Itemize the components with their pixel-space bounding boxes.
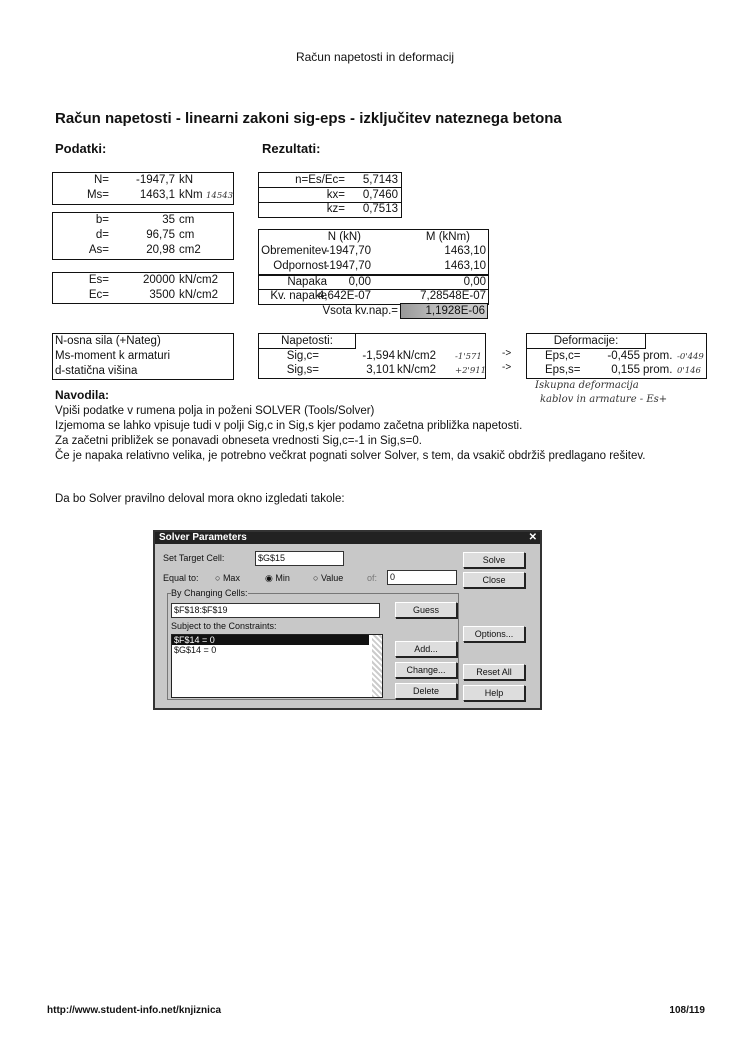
n-ratio-value: 5,7143 [362,174,398,186]
cell: 0,00 [348,276,371,288]
label: Ms= [86,189,109,201]
handwritten-note: kablov in armature - Es+ [540,394,668,405]
label: d= [95,229,109,241]
solve-button[interactable]: Solve [463,552,525,568]
delete-button[interactable]: Delete [395,683,457,699]
rezultati-heading: Rezultati: [262,141,321,156]
max-label: Max [222,573,240,583]
label: Eps,c= [545,350,581,362]
strains-box [526,333,707,379]
unit: prom. [643,364,673,376]
footer-url[interactable]: http://www.student-info.net/knjiznica [47,1005,222,1016]
materials-box [52,272,234,304]
label: Sig,c= [286,350,319,362]
eps-c-value: -0,455 [607,350,640,362]
instruction-line: Če je napaka relativno velika, je potrebno večkrat pognati solver Solver, s tem, da vsakič obdržiš predlagano rešitev. [55,450,646,462]
solver-dialog [153,530,542,710]
cell: 0,00 [463,276,486,288]
sig-c-value[interactable]: -1,594 [362,350,395,362]
reset-all-button[interactable]: Reset All [463,664,525,680]
instructions [55,404,645,464]
unit: kN/cm2 [179,289,218,301]
cell: -1947,70 [325,245,371,257]
min-label: Min [275,573,290,583]
label: Eps,s= [545,364,581,376]
legend-line: N-osna sila (+Nateg) [55,335,161,347]
arrow-icon: -> [502,362,512,373]
cell: -1947,70 [325,260,371,272]
value-radio[interactable]: ○ Value [313,573,344,583]
cell: 1463,10 [444,245,486,257]
unit: cm [179,229,195,241]
forces-table [258,229,489,305]
min-radio[interactable]: ◉ Min [265,573,290,583]
label: n=Es/Ec= [295,174,345,186]
help-button[interactable]: Help [463,685,525,701]
unit: prom. [643,350,673,362]
podatki-heading: Podatki: [55,141,107,156]
column-header: N (kN) [327,231,361,243]
stresses-heading: Napetosti: [259,334,356,349]
ec-value[interactable]: 3500 [149,289,175,301]
constraint-item[interactable]: $G$14 = 0 [174,645,217,655]
label: N= [93,174,109,186]
b-value[interactable]: 35 [162,214,175,226]
add-button[interactable]: Add... [395,641,457,657]
strains-heading: Deformacije: [527,334,646,349]
n-value[interactable]: -1947,7 [135,174,175,186]
arrow-icon: -> [502,348,512,359]
coefficients-box [258,172,402,218]
of-label: of: [367,573,378,583]
label: As= [88,244,109,256]
as-value[interactable]: 20,98 [146,244,175,256]
cell: 1463,10 [444,260,486,272]
close-icon[interactable]: ✕ [528,532,537,543]
row-label: Odpornost [273,260,327,272]
unit: kN [179,174,194,186]
handwritten-note: -0'449 [677,352,704,362]
instruction-line: Izjemoma se lahko vpisuje tudi v polji Sig,c in Sig,s kjer podamo začetna približka napetosti. [55,420,523,432]
row-label: Napaka [287,276,327,288]
value-of-input[interactable]: 0 [387,570,457,585]
changing-cells-label: By Changing Cells: [171,588,248,598]
unit: kNm [179,189,203,201]
label: kz= [326,203,345,215]
unit: cm2 [179,244,201,256]
sum-label: Vsota kv.nap.= [322,305,398,317]
changing-cells-input[interactable]: $F$18:$F$19 [171,603,380,618]
row-label: Kv. napake [270,290,327,302]
loads-box [52,172,234,205]
d-value[interactable]: 96,75 [146,229,175,241]
dialog-title [155,532,540,544]
target-cell-label: Set Target Cell: [163,553,225,563]
unit: kN/cm2 [397,364,436,376]
label: Ec= [88,289,109,301]
row-label: Obremenitev [261,245,327,257]
handwritten-note: +2'911 [455,366,487,376]
legend-line: d-statična višina [55,365,138,377]
max-radio[interactable]: ○ Max [215,573,240,583]
stresses-box [258,333,486,379]
unit: kN/cm2 [397,350,436,362]
target-cell-input[interactable]: $G$15 [255,551,344,566]
page-number: 108/119 [669,1005,705,1016]
scrollbar[interactable] [372,635,382,697]
guess-button[interactable]: Guess [395,602,457,618]
solver-intro: Da bo Solver pravilno deloval mora okno izgledati takole: [55,493,345,505]
cell: 4,642E-07 [317,290,371,302]
instruction-line: Za začetni približek se ponavadi obneseta vrednosti Sig,c=-1 in Sig,s=0. [55,435,422,447]
constraint-item[interactable]: $F$14 = 0 [172,635,369,645]
es-value[interactable]: 20000 [143,274,175,286]
instruction-line: Vpiši podatke v rumena polja in poženi SOLVER (Tools/Solver) [55,405,375,417]
equal-to-label: Equal to: [163,573,199,583]
dialog-title-text: Solver Parameters [159,532,247,543]
unit: kN/cm2 [179,274,218,286]
page-header: Račun napetosti in deformacij [295,50,455,64]
constraints-list[interactable] [171,634,383,698]
constraints-label: Subject to the Constraints: [171,621,277,631]
document-title: Račun napetosti - linearni zakoni sig-eps - izključitev nateznega betona [55,110,562,127]
kx-value: 0,7460 [362,189,398,201]
ms-value[interactable]: 1463,1 [139,189,175,201]
handwritten-note: 14543 [206,191,234,201]
label: b= [95,214,109,226]
value-label: Value [320,573,344,583]
section-box [52,212,234,260]
label: kx= [326,189,345,201]
eps-s-value: 0,155 [611,364,640,376]
label: Es= [88,274,109,286]
legend-line: Ms-moment k armaturi [55,350,171,362]
label: Sig,s= [286,364,319,376]
sig-s-value[interactable]: 3,101 [366,364,395,376]
column-header: M (kNm) [425,231,470,243]
navodila-heading: Navodila: [55,388,110,402]
kz-value: 0,7513 [362,203,398,215]
handwritten-note: -1'571 [455,352,482,362]
change-button[interactable]: Change... [395,662,457,678]
unit: cm [179,214,195,226]
legend-box [52,333,234,380]
handwritten-note: 0'146 [677,366,701,376]
sum-value: 1,1928E-06 [400,303,488,319]
close-button[interactable]: Close [463,572,525,588]
options-button[interactable]: Options... [463,626,525,642]
cell: 7,28548E-07 [420,290,486,302]
handwritten-note: Iskupna deformacija [535,380,639,391]
